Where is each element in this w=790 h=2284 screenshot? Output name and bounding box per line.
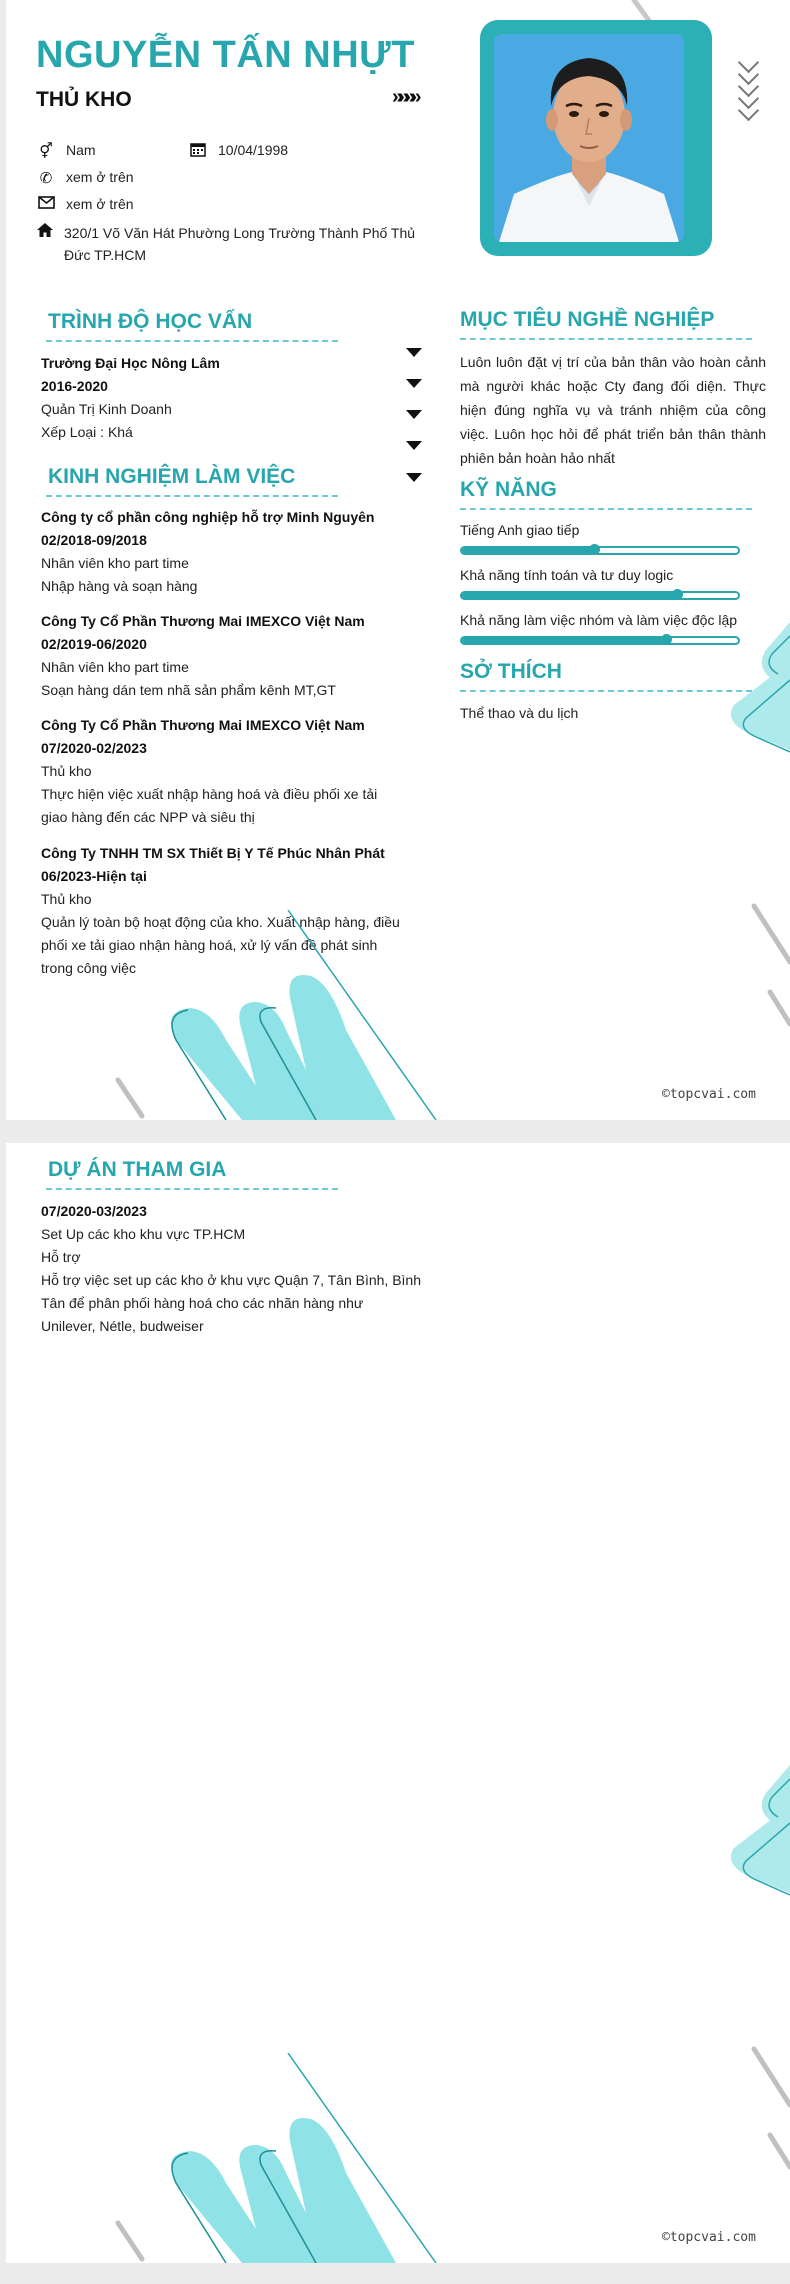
education-title: TRÌNH ĐỘ HỌC VẤN	[48, 310, 253, 333]
skill-fill	[462, 548, 594, 553]
job-position: Thủ kho	[41, 763, 92, 779]
address-value: 320/1 Võ Văn Hát Phường Long Trường Thành Phố Thủ Đức TP.HCM	[64, 225, 416, 263]
phone-icon: ✆	[39, 170, 53, 187]
address-row	[36, 222, 426, 266]
company-name: Công Ty Cổ Phần Thương Mai IMEXCO Việt Nam	[41, 613, 365, 629]
education-period: 2016-2020	[41, 378, 108, 394]
calendar-icon	[188, 142, 208, 161]
caret-down-icon[interactable]	[406, 348, 422, 357]
project-item	[41, 1200, 421, 1338]
skill-knob	[661, 634, 672, 645]
job-position: Thủ kho	[41, 891, 92, 907]
gender-row	[36, 142, 96, 160]
right-stripe-decoration	[746, 2043, 790, 2173]
skill-bar	[460, 546, 740, 555]
skill-bar	[460, 591, 740, 600]
email-row	[36, 196, 134, 213]
email-value: xem ở trên	[66, 196, 134, 212]
caret-down-icon[interactable]	[406, 441, 422, 450]
job-period: 07/2020-02/2023	[41, 740, 147, 756]
project-description: Hỗ trợ việc set up các kho ở khu vực Quận 7, Tân Bình, Bình Tân để phân phối hàng hoá cho các nhãn hàng như Unilever, Nétle, budweiser	[41, 1272, 421, 1334]
job-description: Nhập hàng và soạn hàng	[41, 578, 198, 594]
skill-label: Tiếng Anh giao tiếp	[460, 522, 580, 538]
section-divider	[460, 338, 752, 340]
birthday-value: 10/04/1998	[218, 142, 289, 158]
job-position: Nhân viên kho part time	[41, 555, 189, 571]
hobbies-title: SỞ THÍCH	[460, 660, 562, 683]
bottom-wave-decoration	[106, 2053, 506, 2263]
gender-icon: ⚥	[39, 143, 53, 160]
watermark: ©topcvai.com	[662, 1087, 756, 1102]
company-name: Công Ty Cổ Phần Thương Mai IMEXCO Việt Nam	[41, 717, 365, 733]
profile-photo-frame	[480, 20, 712, 256]
school-name: Trường Đại Học Nông Lâm	[41, 355, 220, 371]
phone-row	[36, 169, 134, 187]
chevrons-down-icon	[734, 58, 764, 118]
skill-knob	[672, 589, 683, 600]
projects-title: DỰ ÁN THAM GIA	[48, 1158, 227, 1181]
cv-page-1	[6, 0, 790, 1120]
candidate-name: NGUYỄN TẤN NHỰT	[36, 34, 415, 76]
skill-bar	[460, 636, 740, 645]
objective-title: MỤC TIÊU NGHỀ NGHIỆP	[460, 308, 715, 331]
cv-page-2	[6, 1143, 790, 2263]
chevrons-right-icon: »»»»	[392, 86, 417, 108]
company-name: Công Ty TNHH TM SX Thiết Bị Y Tế Phúc Nhân Phát	[41, 845, 385, 861]
mail-icon	[36, 196, 56, 213]
skill-fill	[462, 593, 677, 598]
job-period: 06/2023-Hiện tại	[41, 868, 147, 884]
phone-value: xem ở trên	[66, 169, 134, 185]
job-title: THỦ KHO	[36, 88, 132, 111]
project-name: Set Up các kho khu vực TP.HCM	[41, 1226, 246, 1242]
right-wave-decoration	[706, 1753, 790, 1903]
objective-text: Luôn luôn đặt vị trí của bản thân vào hoàn cảnh mà người khác hoặc Cty đang đối diện. Thực hiện đúng nghĩa vụ và tránh nhiệm của công việc. Luôn học hỏi để phát triển bản thân thành phiên bản hoàn hảo nhất	[460, 354, 766, 466]
right-stripe-decoration	[746, 900, 790, 1030]
job-description: Soạn hàng dán tem nhã sản phẩm kênh MT,GT	[41, 682, 336, 698]
section-divider	[46, 340, 338, 342]
project-role: Hỗ trợ	[41, 1249, 81, 1265]
avatar	[494, 34, 684, 242]
skill-fill	[462, 638, 666, 643]
caret-down-icon[interactable]	[406, 410, 422, 419]
job-description: Quản lý toàn bộ hoạt động của kho. Xuất nhập hàng, điều phối xe tải giao nhận hàng hoá, xử lý vấn đề phát sinh trong công việc	[41, 914, 400, 976]
birthday-row	[188, 142, 288, 161]
section-divider	[460, 508, 752, 510]
experience-title: KINH NGHIỆM LÀM VIỆC	[48, 465, 296, 488]
caret-down-icon[interactable]	[406, 379, 422, 388]
skill-knob	[589, 544, 600, 555]
watermark: ©topcvai.com	[662, 2230, 756, 2245]
education-block	[41, 352, 421, 444]
gender-value: Nam	[66, 142, 96, 158]
job-period: 02/2018-09/2018	[41, 532, 147, 548]
education-grade: Xếp Loại : Khá	[41, 424, 133, 440]
experience-item	[41, 714, 401, 829]
caret-down-icon[interactable]	[406, 473, 422, 482]
company-name: Công ty cổ phần công nghiệp hỗ trợ Minh Nguyên	[41, 509, 375, 525]
section-divider	[460, 690, 752, 692]
job-description: Thực hiện việc xuất nhập hàng hoá và điều phối xe tải giao hàng đến các NPP và siêu thị	[41, 786, 378, 825]
skill-label: Khả năng làm việc nhóm và làm việc độc lập	[460, 612, 738, 628]
skills-title: KỸ NĂNG	[460, 478, 557, 501]
experience-item	[41, 506, 401, 598]
hobbies-text: Thể thao và du lịch	[460, 705, 579, 721]
skill-label: Khả năng tính toán và tư duy logic	[460, 567, 674, 583]
section-divider	[46, 1188, 338, 1190]
experience-item	[41, 610, 401, 702]
right-wave-decoration	[706, 610, 790, 760]
project-period: 07/2020-03/2023	[41, 1203, 147, 1219]
job-period: 02/2019-06/2020	[41, 636, 147, 652]
home-icon	[36, 222, 54, 245]
section-divider	[46, 495, 338, 497]
job-position: Nhân viên kho part time	[41, 659, 189, 675]
education-major: Quản Trị Kinh Doanh	[41, 401, 172, 417]
experience-item	[41, 842, 401, 980]
